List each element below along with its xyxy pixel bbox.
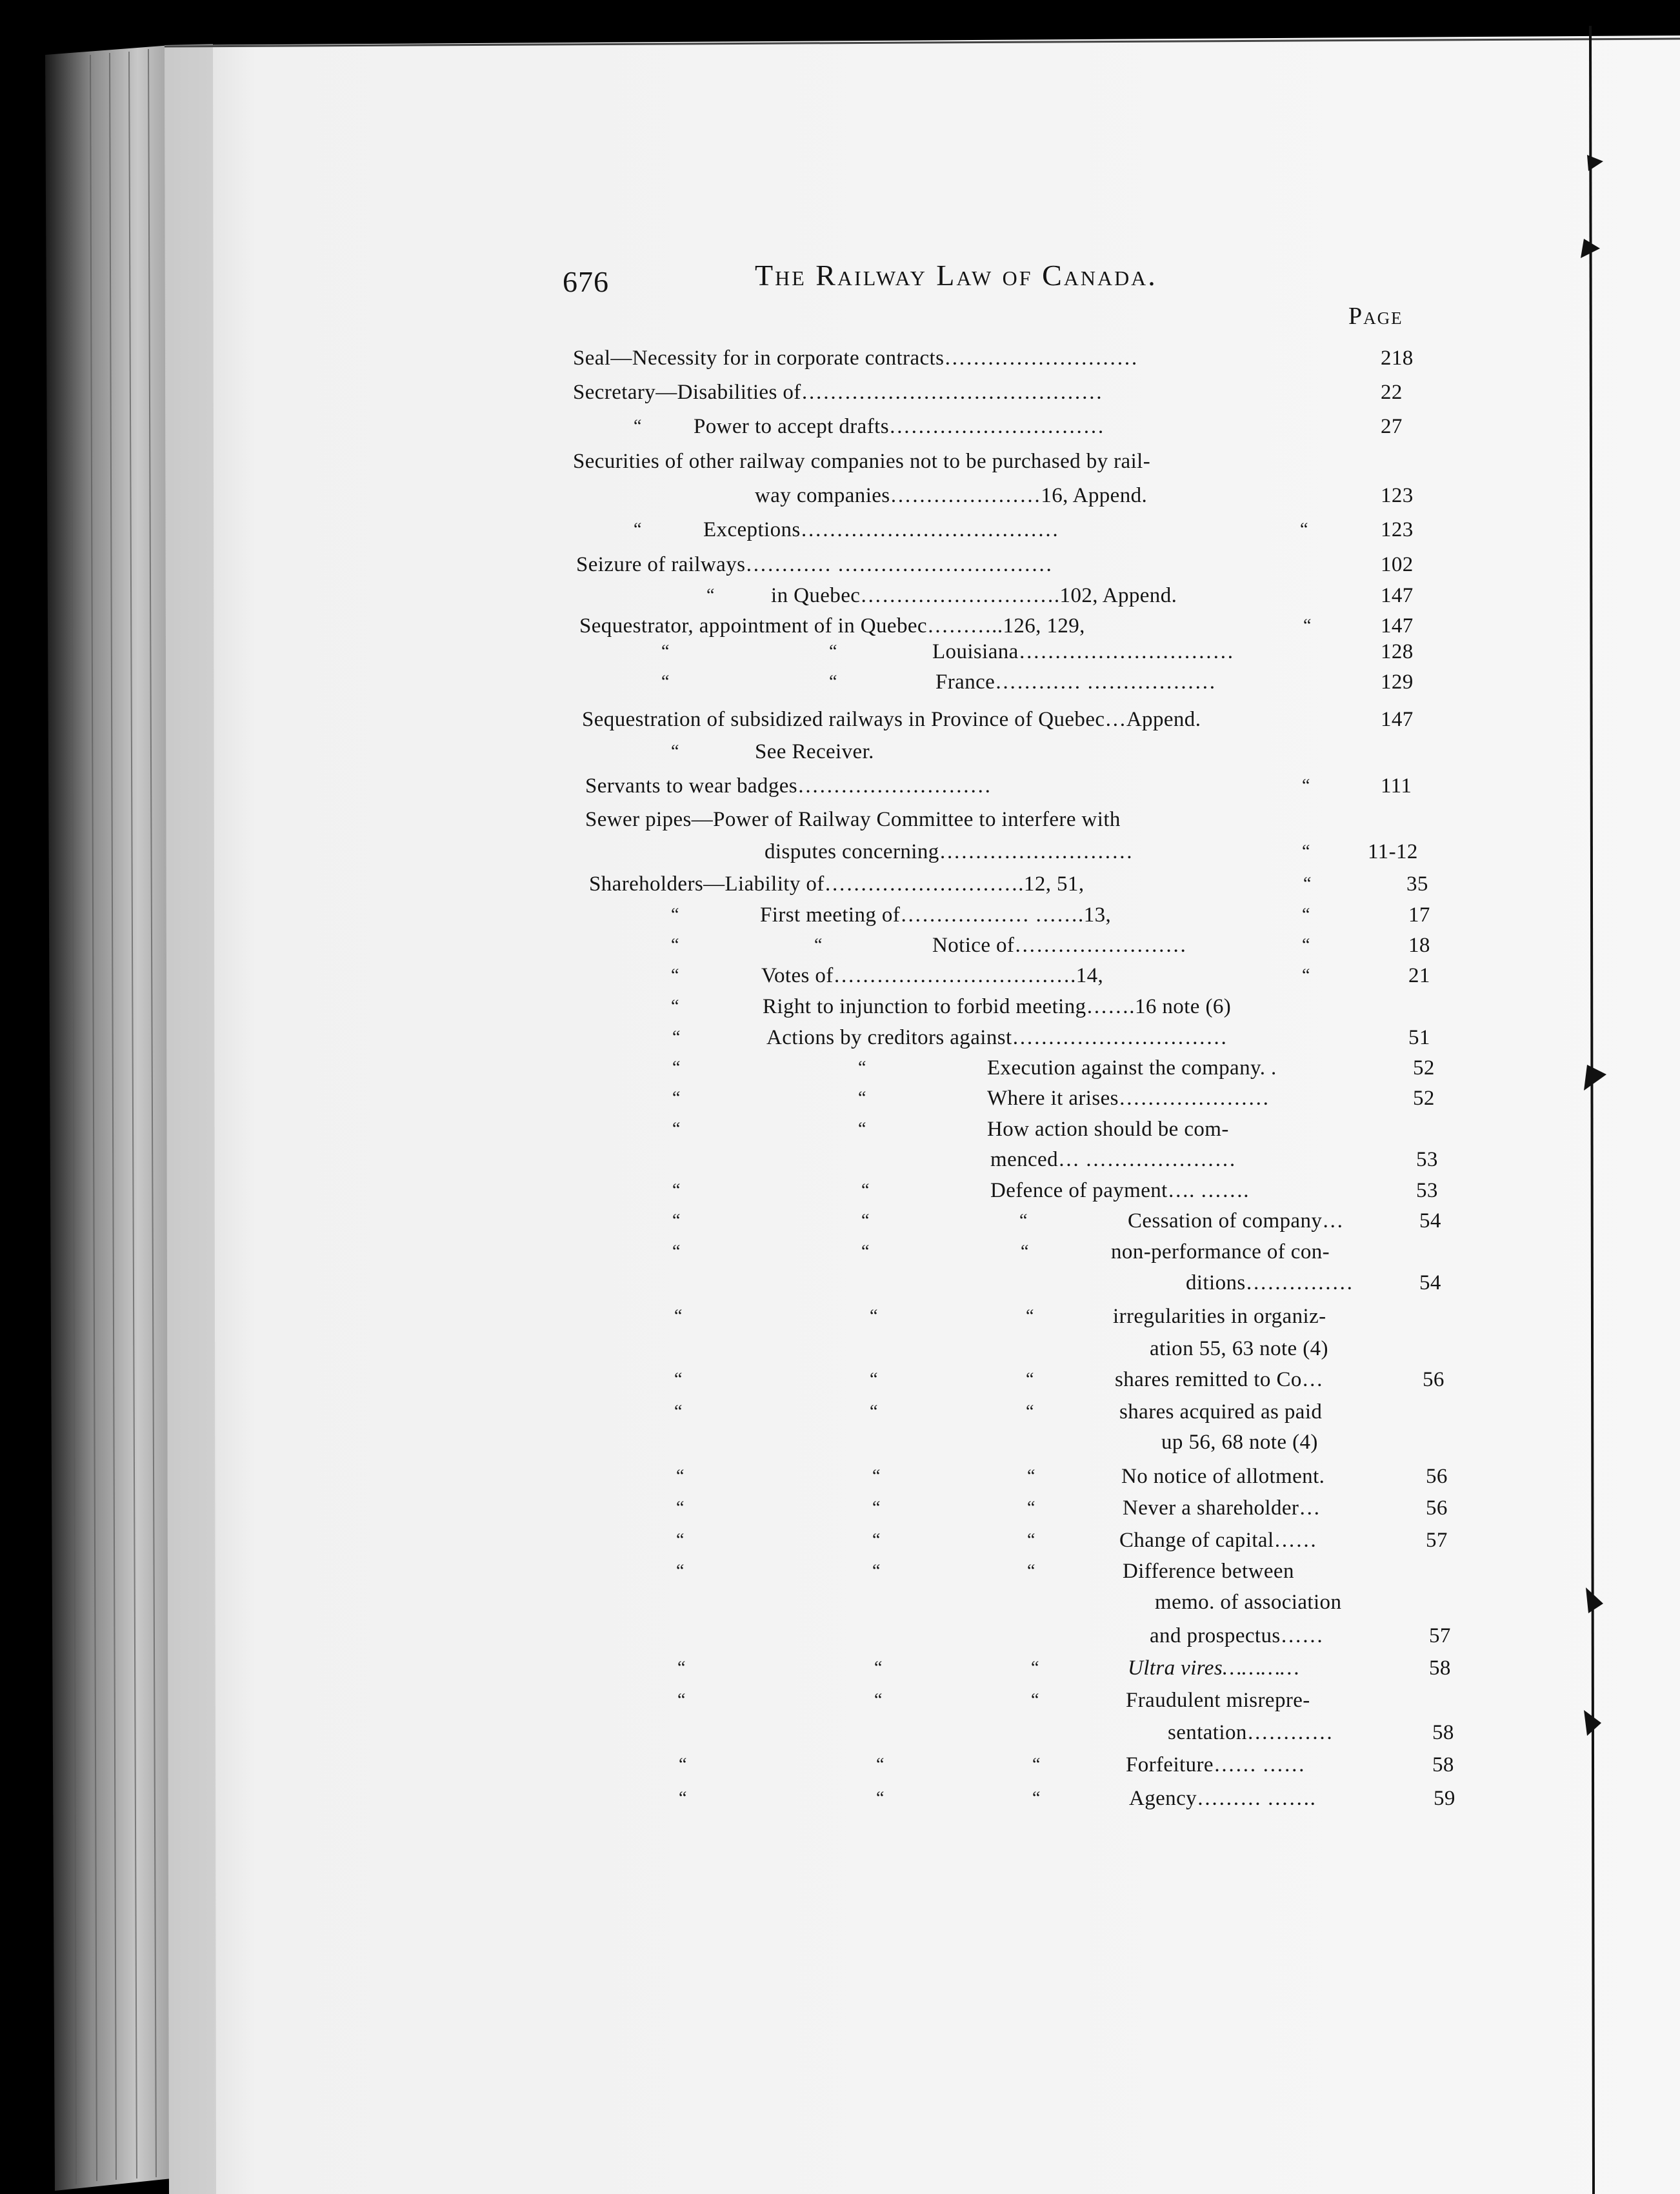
ditto-mark: “ [674,1306,683,1326]
ditto-mark: “ [829,672,837,692]
ditto-mark: “ [876,1788,885,1808]
entry-text: Execution against the company. . [987,1056,1277,1080]
list-item [0,703,1680,736]
ditto-mark: “ [1019,1211,1028,1231]
ditto-mark: “ [861,1180,870,1200]
list-item [0,1333,1680,1365]
ditto-mark: “ [858,1058,866,1078]
entry-page: 11-12 [1368,840,1418,863]
list-item [0,770,1680,802]
ditto-mark: “ [671,965,679,985]
list-item [0,1749,1680,1781]
list-item [0,1782,1680,1815]
list-item [0,1620,1680,1652]
entry-text: Agency……… ……. [1129,1787,1316,1810]
entry-text: Difference between [1123,1560,1294,1583]
entry-text: Louisiana………………………… [932,640,1234,663]
list-item [0,1396,1680,1428]
entry-page: 218 [1381,347,1414,370]
list-item [0,1364,1680,1396]
ditto-mark: “ [861,1211,870,1231]
ditto-mark: “ [870,1369,878,1389]
ditto-mark: “ [1302,776,1310,796]
entry-text: Shareholders—Liability of……………………….12, 51, [589,872,1085,896]
ditto-mark: “ [874,1658,883,1678]
list-item [0,1652,1680,1684]
list-item [0,736,1680,768]
entry-text: Sewer pipes—Power of Railway Committee to interfere with [585,808,1121,831]
ditto-mark: “ [1300,519,1308,539]
ditto-mark: “ [676,1530,685,1550]
ditto-mark: “ [674,1369,683,1389]
entry-page: 17 [1408,903,1430,927]
ditto-mark: “ [858,1119,866,1139]
entry-text: disputes concerning……………………… [765,840,1134,863]
entry-page: 123 [1381,484,1414,507]
entry-page: 57 [1426,1529,1448,1552]
ditto-mark: “ [1032,1755,1041,1775]
list-item [0,548,1680,581]
list-item [0,1684,1680,1716]
ditto-mark: “ [677,1690,686,1710]
entry-text: up 56, 68 note (4) [1161,1431,1318,1454]
entry-page: 59 [1434,1787,1455,1810]
entry-text: Change of capital…… [1119,1529,1317,1552]
list-item [0,445,1680,478]
list-item [0,991,1680,1023]
entry-text: Fraudulent misrepre- [1126,1689,1310,1712]
entry-text: Never a shareholder… [1123,1496,1321,1520]
list-item [0,666,1680,698]
entry-text: Securities of other railway companies not to be purchased by rail- [573,450,1151,473]
list-item [0,929,1680,961]
entry-page: 35 [1406,872,1428,896]
entry-page: 56 [1426,1496,1448,1520]
ditto-mark: “ [1032,1788,1041,1808]
entry-text: and prospectus…… [1150,1624,1324,1647]
list-item [0,868,1680,900]
ditto-mark: “ [672,1180,681,1200]
entry-text: irregularities in organiz- [1113,1305,1326,1328]
list-item [0,899,1680,931]
list-item [0,1426,1680,1458]
entry-page: 56 [1426,1465,1448,1488]
entry-text: shares remitted to Co… [1115,1368,1324,1391]
entry-page: 129 [1381,670,1414,694]
ditto-mark: “ [676,1498,685,1518]
ditto-mark: “ [870,1402,878,1422]
entry-text: Seizure of railways………… ………………………… [576,553,1053,576]
entry-text: Notice of…………………… [932,934,1187,957]
list-item [0,1460,1680,1493]
list-item [0,579,1680,612]
entry-page: 27 [1381,415,1403,438]
running-title: The Railway Law of Canada. [755,259,1157,292]
entry-page: 58 [1432,1753,1454,1776]
ditto-mark: “ [706,585,715,605]
ditto-mark: “ [861,1242,870,1262]
ditto-mark: “ [634,519,642,539]
entry-text: menced… ………………… [990,1148,1236,1171]
list-item [0,1586,1680,1618]
entry-text: How action should be com- [987,1118,1229,1141]
entry-text: Forfeiture…… …… [1126,1753,1306,1776]
entry-text: ditions…………… [1186,1271,1354,1294]
ditto-mark: “ [671,905,679,925]
list-item [0,1716,1680,1749]
entry-text: Seal—Necessity for in corporate contracts……………………… [573,347,1138,370]
entry-page: 58 [1432,1721,1454,1744]
entry-text: Ultra vires………… [1128,1656,1300,1680]
entry-page: 102 [1381,553,1414,576]
ditto-mark: “ [1026,1369,1034,1389]
list-item [0,1267,1680,1299]
entry-page: 58 [1429,1656,1451,1680]
ditto-mark: “ [672,1211,681,1231]
ditto-mark: “ [872,1561,881,1581]
entry-text: Votes of…………………………….14, [761,964,1104,987]
ditto-mark: “ [1027,1561,1035,1581]
list-item [0,1492,1680,1524]
ditto-mark: “ [876,1755,885,1775]
ditto-mark: “ [671,935,679,955]
ditto-mark: “ [874,1690,883,1710]
ditto-mark: “ [661,641,670,661]
entry-page: 53 [1416,1179,1438,1202]
entry-text: Right to injunction to forbid meeting…….16 note (6) [763,995,1232,1018]
entry-page: 147 [1381,614,1414,638]
ditto-mark: “ [872,1498,881,1518]
ditto-mark: “ [829,641,837,661]
ditto-mark: “ [676,1466,685,1486]
entry-page: 21 [1408,964,1430,987]
list-item [0,376,1680,408]
entry-text: non-performance of con- [1111,1240,1330,1263]
list-item [0,410,1680,443]
entry-text: Exceptions……………………………… [703,518,1059,541]
entry-text: Secretary—Disabilities of…………………………………… [573,381,1103,404]
ditto-mark: “ [677,1658,686,1678]
ditto-mark: “ [1027,1466,1035,1486]
ditto-mark: “ [872,1466,881,1486]
list-item [0,1300,1680,1333]
ditto-mark: “ [872,1530,881,1550]
ditto-mark: “ [1302,965,1310,985]
ditto-mark: “ [1021,1242,1029,1262]
entry-page: 54 [1419,1209,1441,1233]
list-item [0,1113,1680,1145]
entry-text: Servants to wear badges……………………… [585,774,992,798]
ditto-mark: “ [1027,1498,1035,1518]
entry-page: 57 [1429,1624,1451,1647]
ditto-mark: “ [1303,874,1312,894]
ditto-mark: “ [1302,841,1310,861]
entry-text: Sequestrator, appointment of in Quebec………..126, 129, [579,614,1085,638]
list-item [0,479,1680,512]
ditto-mark: “ [672,1088,681,1108]
entry-page: 147 [1381,708,1414,731]
ditto-mark: “ [1026,1402,1034,1422]
list-item [0,1205,1680,1237]
entry-text: Power to accept drafts………………………… [694,415,1105,438]
ditto-mark: “ [1027,1530,1035,1550]
entry-text: France………… ……………… [935,670,1216,694]
entry-text: First meeting of……………… …….13, [760,903,1112,927]
ditto-mark: “ [661,672,670,692]
entry-page: 52 [1413,1056,1435,1080]
entry-text: ation 55, 63 note (4) [1150,1337,1328,1360]
list-item [0,1555,1680,1587]
entry-text: shares acquired as paid [1119,1400,1323,1424]
ditto-mark: “ [676,1561,685,1581]
ditto-mark: “ [634,416,642,436]
entry-text: way companies…………………16, Append. [755,484,1148,507]
entry-page: 18 [1408,934,1430,957]
ditto-mark: “ [1302,905,1310,925]
ditto-mark: “ [672,1058,681,1078]
ditto-mark: “ [1303,616,1312,636]
list-item [0,342,1680,374]
list-item [0,1174,1680,1207]
list-item [0,803,1680,836]
ditto-mark: “ [1026,1306,1034,1326]
entry-page: 56 [1423,1368,1445,1391]
entry-text: memo. of association [1155,1591,1342,1614]
list-item [0,836,1680,868]
entry-text: No notice of allotment. [1121,1465,1325,1488]
entry-page: 52 [1413,1087,1435,1110]
entry-text: Where it arises………………… [987,1087,1270,1110]
ditto-mark: “ [679,1788,687,1808]
ditto-mark: “ [1031,1658,1039,1678]
list-item [0,1022,1680,1054]
entry-text: sentation………… [1168,1721,1334,1744]
ditto-mark: “ [671,996,679,1016]
ditto-mark: “ [870,1306,878,1326]
ditto-mark: “ [858,1088,866,1108]
entry-page: 54 [1419,1271,1441,1294]
entry-page: 111 [1381,774,1412,798]
entry-text: Defence of payment…. ……. [990,1179,1249,1202]
entry-page: 128 [1381,640,1414,663]
entry-page: 123 [1381,518,1414,541]
list-item [0,1143,1680,1176]
list-item [0,1524,1680,1556]
entry-page: 147 [1381,584,1414,607]
entry-text: Cessation of company… [1128,1209,1344,1233]
entry-text: in Quebec……………………….102, Append. [771,584,1177,607]
entry-page: 51 [1408,1026,1430,1049]
entry-page: 53 [1416,1148,1438,1171]
entry-text: Actions by creditors against………………………… [766,1026,1228,1049]
ditto-mark: “ [674,1402,683,1422]
ditto-mark: “ [1302,935,1310,955]
entry-text: Sequestration of subsidized railways in Province of Quebec…Append. [582,708,1201,731]
ditto-mark: “ [672,1119,681,1139]
entry-page: 22 [1381,381,1403,404]
list-item [0,1236,1680,1268]
list-item [0,514,1680,546]
page-number: 676 [563,265,609,298]
ditto-mark: “ [679,1755,687,1775]
ditto-mark: “ [1031,1690,1039,1710]
list-item [0,636,1680,668]
ditto-mark: “ [671,741,679,761]
list-item [0,1082,1680,1114]
entry-text: See Receiver. [755,740,874,763]
page-column-heading: Page [1348,303,1403,330]
list-item [0,960,1680,992]
ditto-mark: “ [814,935,823,955]
ditto-mark: “ [672,1242,681,1262]
ditto-mark: “ [672,1027,681,1047]
list-item [0,1052,1680,1084]
